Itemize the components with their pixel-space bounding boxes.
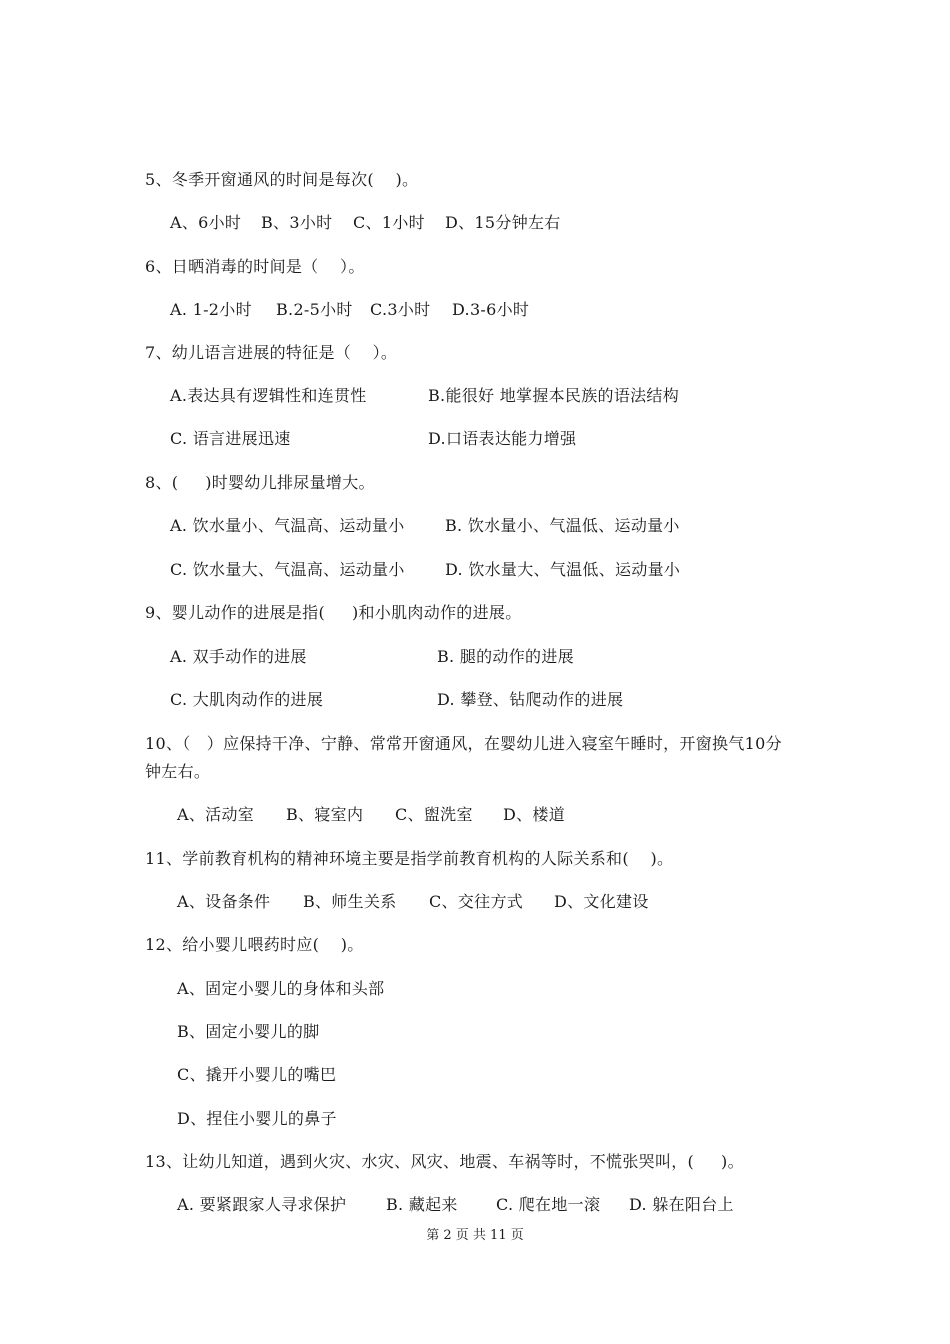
- question-13-option-d: D. 躲在阳台上: [629, 1195, 734, 1214]
- question-13-option-a: A. 要紧跟家人寻求保护: [177, 1195, 347, 1214]
- question-13-option-b: B. 藏起来: [386, 1195, 458, 1214]
- question-10-option-d: D、楼道: [503, 805, 566, 824]
- question-10-option-b: B、寝室内: [286, 805, 364, 824]
- question-5-option-d: D、15分钟左右: [445, 213, 561, 232]
- question-11-option-c: C、交往方式: [429, 892, 524, 911]
- question-13-stem: 13、让幼儿知道，遇到火灾、水灾、风灾、地震、车祸等时，不慌张哭叫，( )。: [145, 1152, 744, 1171]
- question-9-option-c: C. 大肌肉动作的进展: [170, 690, 324, 709]
- question-6-stem: 6、日晒消毒的时间是（ ）。: [145, 257, 365, 276]
- question-7-stem: 7、幼儿语言进展的特征是（ ）。: [145, 343, 398, 362]
- question-5-option-b: B、3小时: [261, 213, 333, 232]
- question-10-stem-line-1: 10、（ ）应保持干净、宁静、常常开窗通风，在婴幼儿进入寝室午睡时，开窗换气10分: [145, 734, 782, 753]
- question-10-option-c: C、盥洗室: [395, 805, 473, 824]
- question-5-option-a: A、6小时: [170, 213, 242, 232]
- question-10-option-a: A、活动室: [177, 805, 255, 824]
- question-6-option-d: D.3-6小时: [452, 300, 530, 319]
- question-6-option-a: A. 1-2小时: [170, 300, 252, 319]
- question-8-option-b: B. 饮水量小、气温低、运动量小: [445, 516, 680, 535]
- question-5-option-c: C、1小时: [353, 213, 425, 232]
- question-9-option-a: A. 双手动作的进展: [170, 647, 307, 666]
- question-12-stem: 12、给小婴儿喂药时应( )。: [145, 935, 364, 954]
- question-9-option-d: D. 攀登、钻爬动作的进展: [437, 690, 624, 709]
- question-12-option-c: C、撬开小婴儿的嘴巴: [177, 1065, 337, 1084]
- question-6-option-c: C.3小时: [370, 300, 431, 319]
- question-7-option-a: A.表达具有逻辑性和连贯性: [170, 386, 367, 405]
- question-8-option-d: D. 饮水量大、气温低、运动量小: [445, 560, 681, 579]
- question-11-option-b: B、师生关系: [303, 892, 397, 911]
- question-6-option-b: B.2-5小时: [276, 300, 353, 319]
- question-7-option-c: C. 语言进展迅速: [170, 429, 291, 448]
- question-11-stem: 11、学前教育机构的精神环境主要是指学前教育机构的人际关系和( )。: [145, 849, 674, 868]
- question-12-option-a: A、固定小婴儿的身体和头部: [177, 979, 385, 998]
- question-7-option-b: B.能很好 地掌握本民族的语法结构: [428, 386, 680, 405]
- question-5-stem: 5、冬季开窗通风的时间是每次( )。: [145, 170, 419, 189]
- question-10-stem-line-2: 钟左右。: [145, 762, 211, 781]
- question-9-option-b: B. 腿的动作的进展: [437, 647, 574, 666]
- question-11-option-d: D、文化建设: [554, 892, 649, 911]
- question-8-stem: 8、( )时婴幼儿排尿量增大。: [145, 473, 375, 492]
- question-13-option-c: C. 爬在地一滚: [496, 1195, 601, 1214]
- question-11-option-a: A、设备条件: [177, 892, 271, 911]
- question-12-option-d: D、捏住小婴儿的鼻子: [177, 1109, 337, 1128]
- question-12-option-b: B、固定小婴儿的脚: [177, 1022, 320, 1041]
- page-number-footer: 第 2 页 共 11 页: [426, 1228, 524, 1243]
- question-7-option-d: D.口语表达能力增强: [428, 429, 577, 448]
- question-8-option-a: A. 饮水量小、气温高、运动量小: [170, 516, 405, 535]
- question-9-stem: 9、婴儿动作的进展是指( )和小肌肉动作的进展。: [145, 603, 522, 622]
- question-8-option-c: C. 饮水量大、气温高、运动量小: [170, 560, 405, 579]
